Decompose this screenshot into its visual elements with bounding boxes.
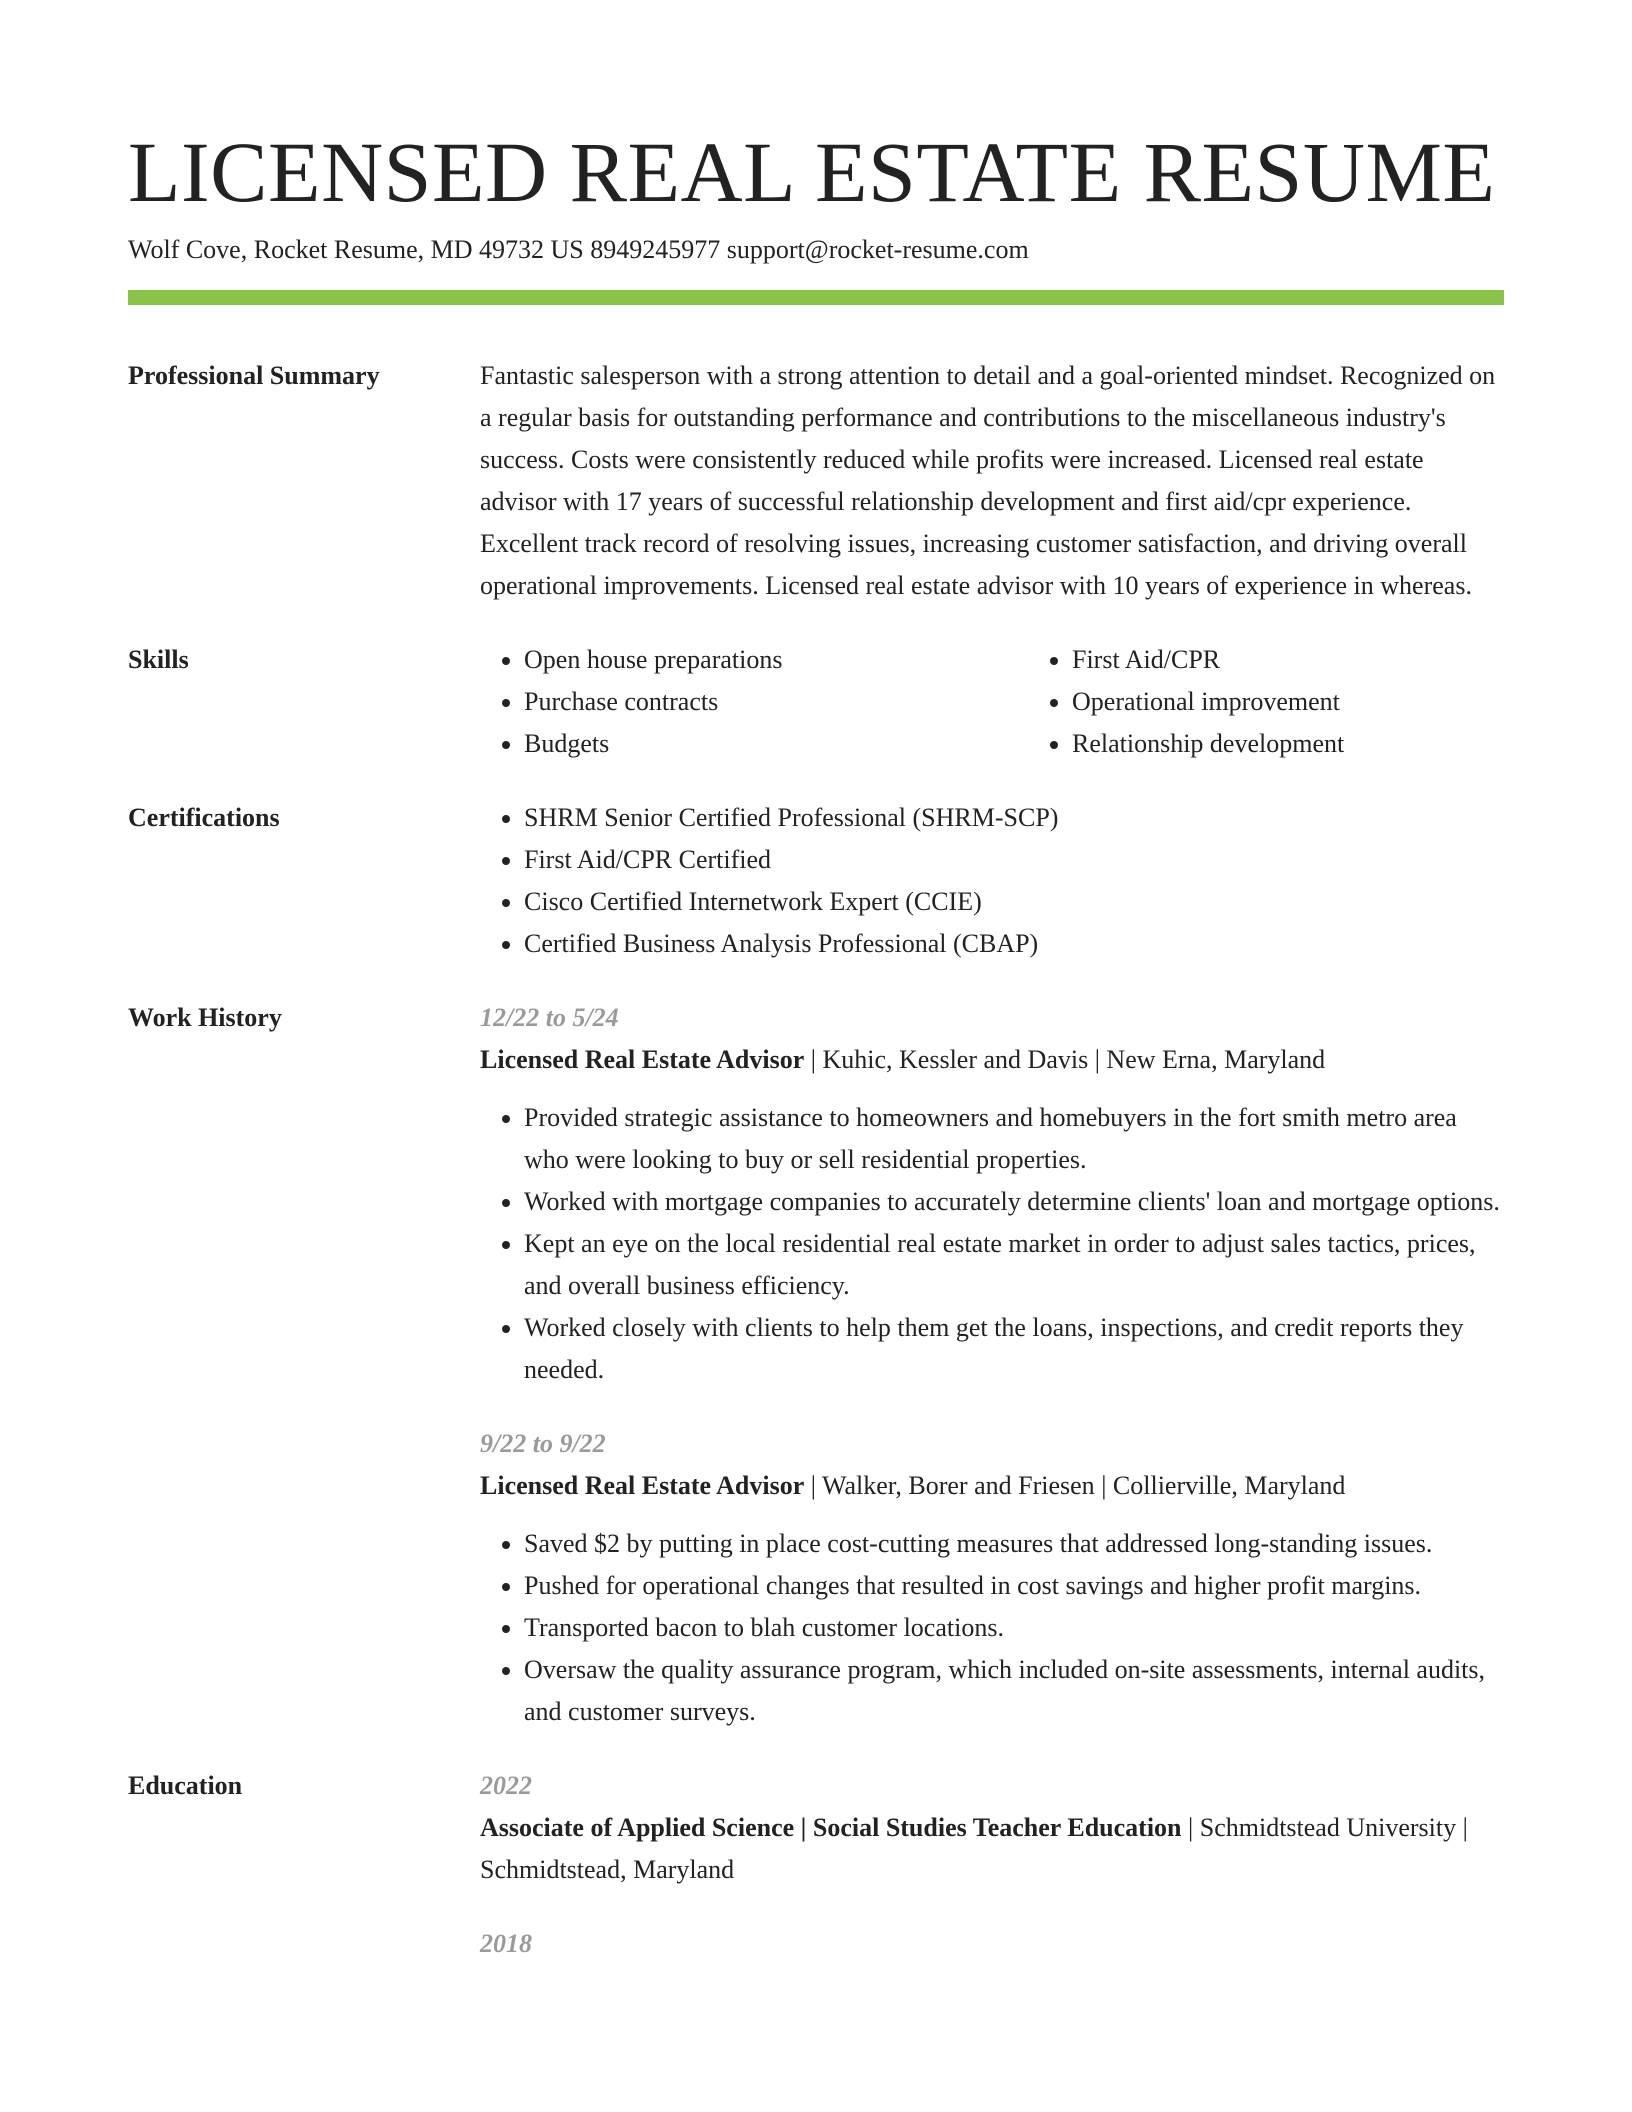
resume-page — [128, 0, 1504, 1965]
education-heading: Education — [128, 1771, 243, 1800]
header-divider — [128, 290, 1504, 305]
resume-title: LICENSED REAL ESTATE RESUME — [128, 124, 1496, 220]
job-bullet: • Pushed for operational changes that resulted in cost savings and higher profit margins. — [524, 1565, 1504, 1607]
skill-item: • Purchase contracts — [524, 681, 1028, 723]
job-dates: 9/22 to 9/22 — [480, 1429, 606, 1458]
job-location: | New Erna, Maryland — [1088, 1045, 1325, 1074]
education-degree: Associate of Applied Science | Social Studies Teacher Education — [480, 1813, 1182, 1842]
contact-email: support@rocket-resume.com — [726, 235, 1029, 264]
education-entry — [480, 1765, 1504, 1891]
education-entry — [480, 1923, 1504, 1965]
work-history-section — [128, 997, 1504, 1733]
job-bullet: • Provided strategic assistance to homeowners and homebuyers in the fort smith metro area who were looking to buy or sell residential properties. — [524, 1097, 1504, 1181]
certification-item: • Certified Business Analysis Professional (CBAP) — [524, 923, 1504, 965]
job-bullet: • Kept an eye on the local residential real estate market in order to adjust sales tactics, prices, and overall business efficiency. — [524, 1223, 1504, 1307]
education-year: 2022 — [480, 1771, 532, 1800]
job-bullet: • Worked with mortgage companies to accurately determine clients' loan and mortgage options. — [524, 1181, 1504, 1223]
skills-list-right — [1028, 639, 1504, 765]
job-title: Licensed Real Estate Advisor — [480, 1045, 805, 1074]
job-bullet: • Saved $2 by putting in place cost-cutting measures that addressed long-standing issues. — [524, 1523, 1504, 1565]
certification-item: • SHRM Senior Certified Professional (SHRM-SCP) — [524, 797, 1504, 839]
summary-text: Fantastic salesperson with a strong attention to detail and a goal-oriented mindset. Recognized on a regular basis for outstanding performance and contributions to the miscellaneous industry's success. Costs were consistently reduced while profits were increased. Licensed real estate advisor with 17 years of successful relationship development and first aid/cpr experience. Excellent track record of resolving issues, increasing customer satisfaction, and driving overall operational improvements. Licensed real estate advisor with 10 years of experience in whereas. — [480, 361, 1496, 600]
skill-item: • Budgets — [524, 723, 1028, 765]
education-location: | Schmidtstead, Maryland — [480, 1813, 1468, 1884]
certifications-heading: Certifications — [128, 803, 280, 832]
job-dates: 12/22 to 5/24 — [480, 1003, 619, 1032]
skill-item: • Operational improvement — [1072, 681, 1504, 723]
job-company: | Walker, Borer and Friesen — [804, 1471, 1094, 1500]
skills-section — [128, 639, 1504, 765]
job-bullet: • Oversaw the quality assurance program, which included on-site assessments, internal audits, and customer surveys. — [524, 1649, 1504, 1733]
education-school: | Schmidtstead University — [1182, 1813, 1457, 1842]
skills-heading: Skills — [128, 645, 189, 674]
certification-item: • Cisco Certified Internetwork Expert (CCIE) — [524, 881, 1504, 923]
certifications-section — [128, 797, 1504, 965]
job-bullet: • Worked closely with clients to help them get the loans, inspections, and credit reports they needed. — [524, 1307, 1504, 1391]
education-section — [128, 1765, 1504, 1965]
work-history-heading: Work History — [128, 1003, 282, 1032]
job-bullets — [480, 1523, 1504, 1733]
education-details — [480, 1807, 1504, 1891]
certification-item: • First Aid/CPR Certified — [524, 839, 1504, 881]
skill-item: • Open house preparations — [524, 639, 1028, 681]
job-bullets — [480, 1097, 1504, 1391]
contact-line — [128, 234, 1504, 266]
job-entry — [480, 997, 1504, 1391]
job-location: | Collierville, Maryland — [1095, 1471, 1346, 1500]
certifications-list — [480, 797, 1504, 965]
job-title-line — [480, 1465, 1504, 1507]
summary-heading: Professional Summary — [128, 361, 380, 390]
summary-section — [128, 355, 1504, 607]
education-year: 2018 — [480, 1929, 532, 1958]
job-entry — [480, 1423, 1504, 1733]
job-bullet: • Transported bacon to blah customer locations. — [524, 1607, 1504, 1649]
job-title: Licensed Real Estate Advisor — [480, 1471, 805, 1500]
skill-item: • Relationship development — [1072, 723, 1504, 765]
job-title-line — [480, 1039, 1504, 1081]
skill-item: • First Aid/CPR — [1072, 639, 1504, 681]
contact-address: Wolf Cove, Rocket Resume, MD 49732 US — [128, 235, 584, 264]
contact-phone: 8949245977 — [590, 235, 721, 264]
skills-list-left — [480, 639, 1028, 765]
job-company: | Kuhic, Kessler and Davis — [804, 1045, 1088, 1074]
